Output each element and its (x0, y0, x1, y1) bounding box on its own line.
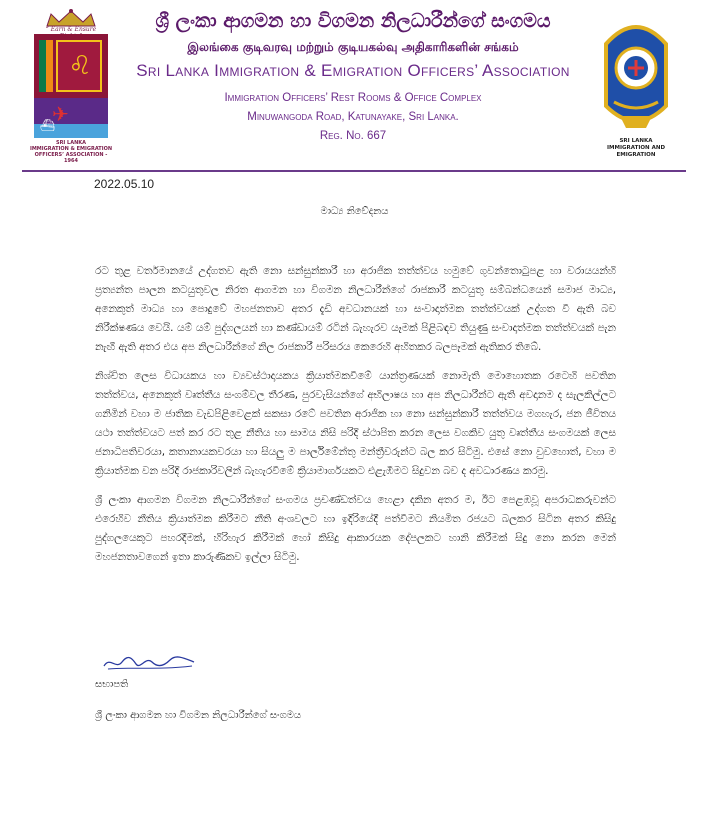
letterhead-text (118, 6, 588, 146)
airplane-icon: ✈ (52, 102, 69, 126)
address-line-1: Immigration Officers’ Rest Rooms & Office Complex (224, 92, 482, 104)
paragraph: ශ්‍රී ලංකා ආගමන විගමන නිලධාරීන්ගේ සංගමය ප්‍රචණ්ඩත්වය හෙළා දකින අතර ම, ඊට පෙළඹවූ අපරාධකරුවන්ට එරෙහිව නීතිය ක්‍රියාත්මක කිරීමට නීති අංශවලට හා ඉදිරියේදී පත්වීමට නියමිත රජයට බලකර සිටින අතර කිසිදු පුද්ගලයෙකුට පහරදීමක්, හිරිහැර කිරීමක් හෝ කිසිදු ආකාරයක දේපලකට හානි කිරීමක් සිදු නො කරන මෙන් මහජනතාවගෙන් ඉතා කාරුණිකව ඉල්ලා සිටිමු. (95, 494, 616, 563)
association-logo (27, 8, 115, 164)
document-date: 2022.05.10 (94, 177, 155, 191)
title-english: Sri Lanka Immigration & Emigration Officers’ Association (136, 61, 570, 80)
paragraph: රට තුළ වර්තමානයේ උද්ගතව ඇති නො සන්සුන්කාරී හා අරාජික තත්ත්වය හමුවේ ගුවන්තොටුපළ හා වරායයන්හි ප්‍රත්‍යන්ත පාලන කටයුතුවල නිරත ආගමන හා විගමන නිලධාරීන්ගේ රාජකාරී කටයුතු සම්බන්ධයෙන් සමාජ මාධ්‍ය, අනෙකුත් මාධ්‍ය හා පොදුවේ මහජනතාව අතර දැඩි අවධානයක් හා සංවාදාත්මක තත්ත්වයක් උද්ගත වී ඇති බව නිරීක්ෂණය වෙයි. යම් යම් පුද්ගලයන් හා කණ්ඩායම් රටින් බැහැරව යෑමක් පිළිබඳව තියුණු සංවාදාත්මක තත්ත්වයක් පැන නැඟී ඇති අතර එය අප නිලධාරීන්ගේ නිල රාජකාරී පරිසරය කෙරෙහි අහිතකර බලපෑමක් ඇතිකර තිබේ. (95, 265, 616, 353)
document-body (95, 262, 616, 567)
letterhead (0, 0, 709, 172)
header-divider (22, 170, 686, 172)
title-sinhala: ශ්‍රී ලංකා ආගමන හා විගමන නිලධාරීන්ගේ සංගමය (155, 10, 551, 32)
signatory-role: සභාපති (95, 679, 129, 690)
paragraph: නිශ්චිත ලෙස විධායකය හා ව්‍යවස්ථාදායකය ක්‍රියාත්මකවීමේ යාන්ත්‍රණයක් නොමැති මොහොතක රටෙහි පවතින තත්ත්වය, අනෙකුත් වෘත්තීය සංගම්වල තීරණ, පුරවැසියන්ගේ අභිලාෂය හා අප නිලධාරීන්ට ඇති අවදානම ද සැලකිල්ලට ගනිමින් වහා ම ජාතික වැඩපිළිවෙළක් සකසා රටේ පවතින අරාජික හා නො සන්සුන්කාරී තත්ත්වය මගහැර, ජන ජීවිතය යථා තත්ත්වයට පත් කර රට තුළ නීතිය හා සාමය නිසි පරිදි ස්ථාපිත කරන ලෙස වගකිව යුතු වෘත්තීය සංගමයක් ලෙස ජනාධිපතිවරයා, කතානායකවරයා හා සියලු ම පාර්ලිමේන්තු මන්ත්‍රීවරුන්ට බල කර සිටිමු. එසේ නො වුවහොත්, වහා ම ක්‍රියාත්මක වන පරිදි රාජකාරිවලින් බැහැරවීමේ ක්‍රියාමාර්ගයකට එළැඹීමට සිදුවන බව ද අවධාරණය කරමු. (95, 370, 616, 477)
ship-icon: ⛴ (40, 118, 56, 132)
department-logo (596, 14, 676, 164)
department-caption: SRI LANKA IMMIGRATION AND EMIGRATION (606, 138, 666, 158)
title-tamil: இலங்கை குடிவரவு மற்றும் குடியகல்வு அதிகாரிகளின் சங்கம் (187, 40, 519, 54)
registration-number: Reg. No. 667 (319, 130, 387, 142)
document-title: මාධ්‍ය නිවේදනය (320, 206, 389, 217)
airport-scene (34, 98, 108, 138)
logo-motto: “ Earn & Ensure (45, 26, 97, 33)
logo-caption: SRI LANKA IMMIGRATION & EMIGRATION OFFICERS’ ASSOCIATION - 1964 (29, 140, 113, 164)
handwritten-signature (100, 652, 200, 674)
lion-flag-icon: ♌ (34, 34, 108, 98)
signatory-organization: ශ්‍රී ලංකා ආගමන හා විගමන නිලධාරීන්ගේ සංගමය (95, 710, 302, 721)
department-emblem-icon (600, 14, 672, 136)
address-line-2: Minuwangoda Road, Katunayake, Sri Lanka. (247, 111, 459, 123)
